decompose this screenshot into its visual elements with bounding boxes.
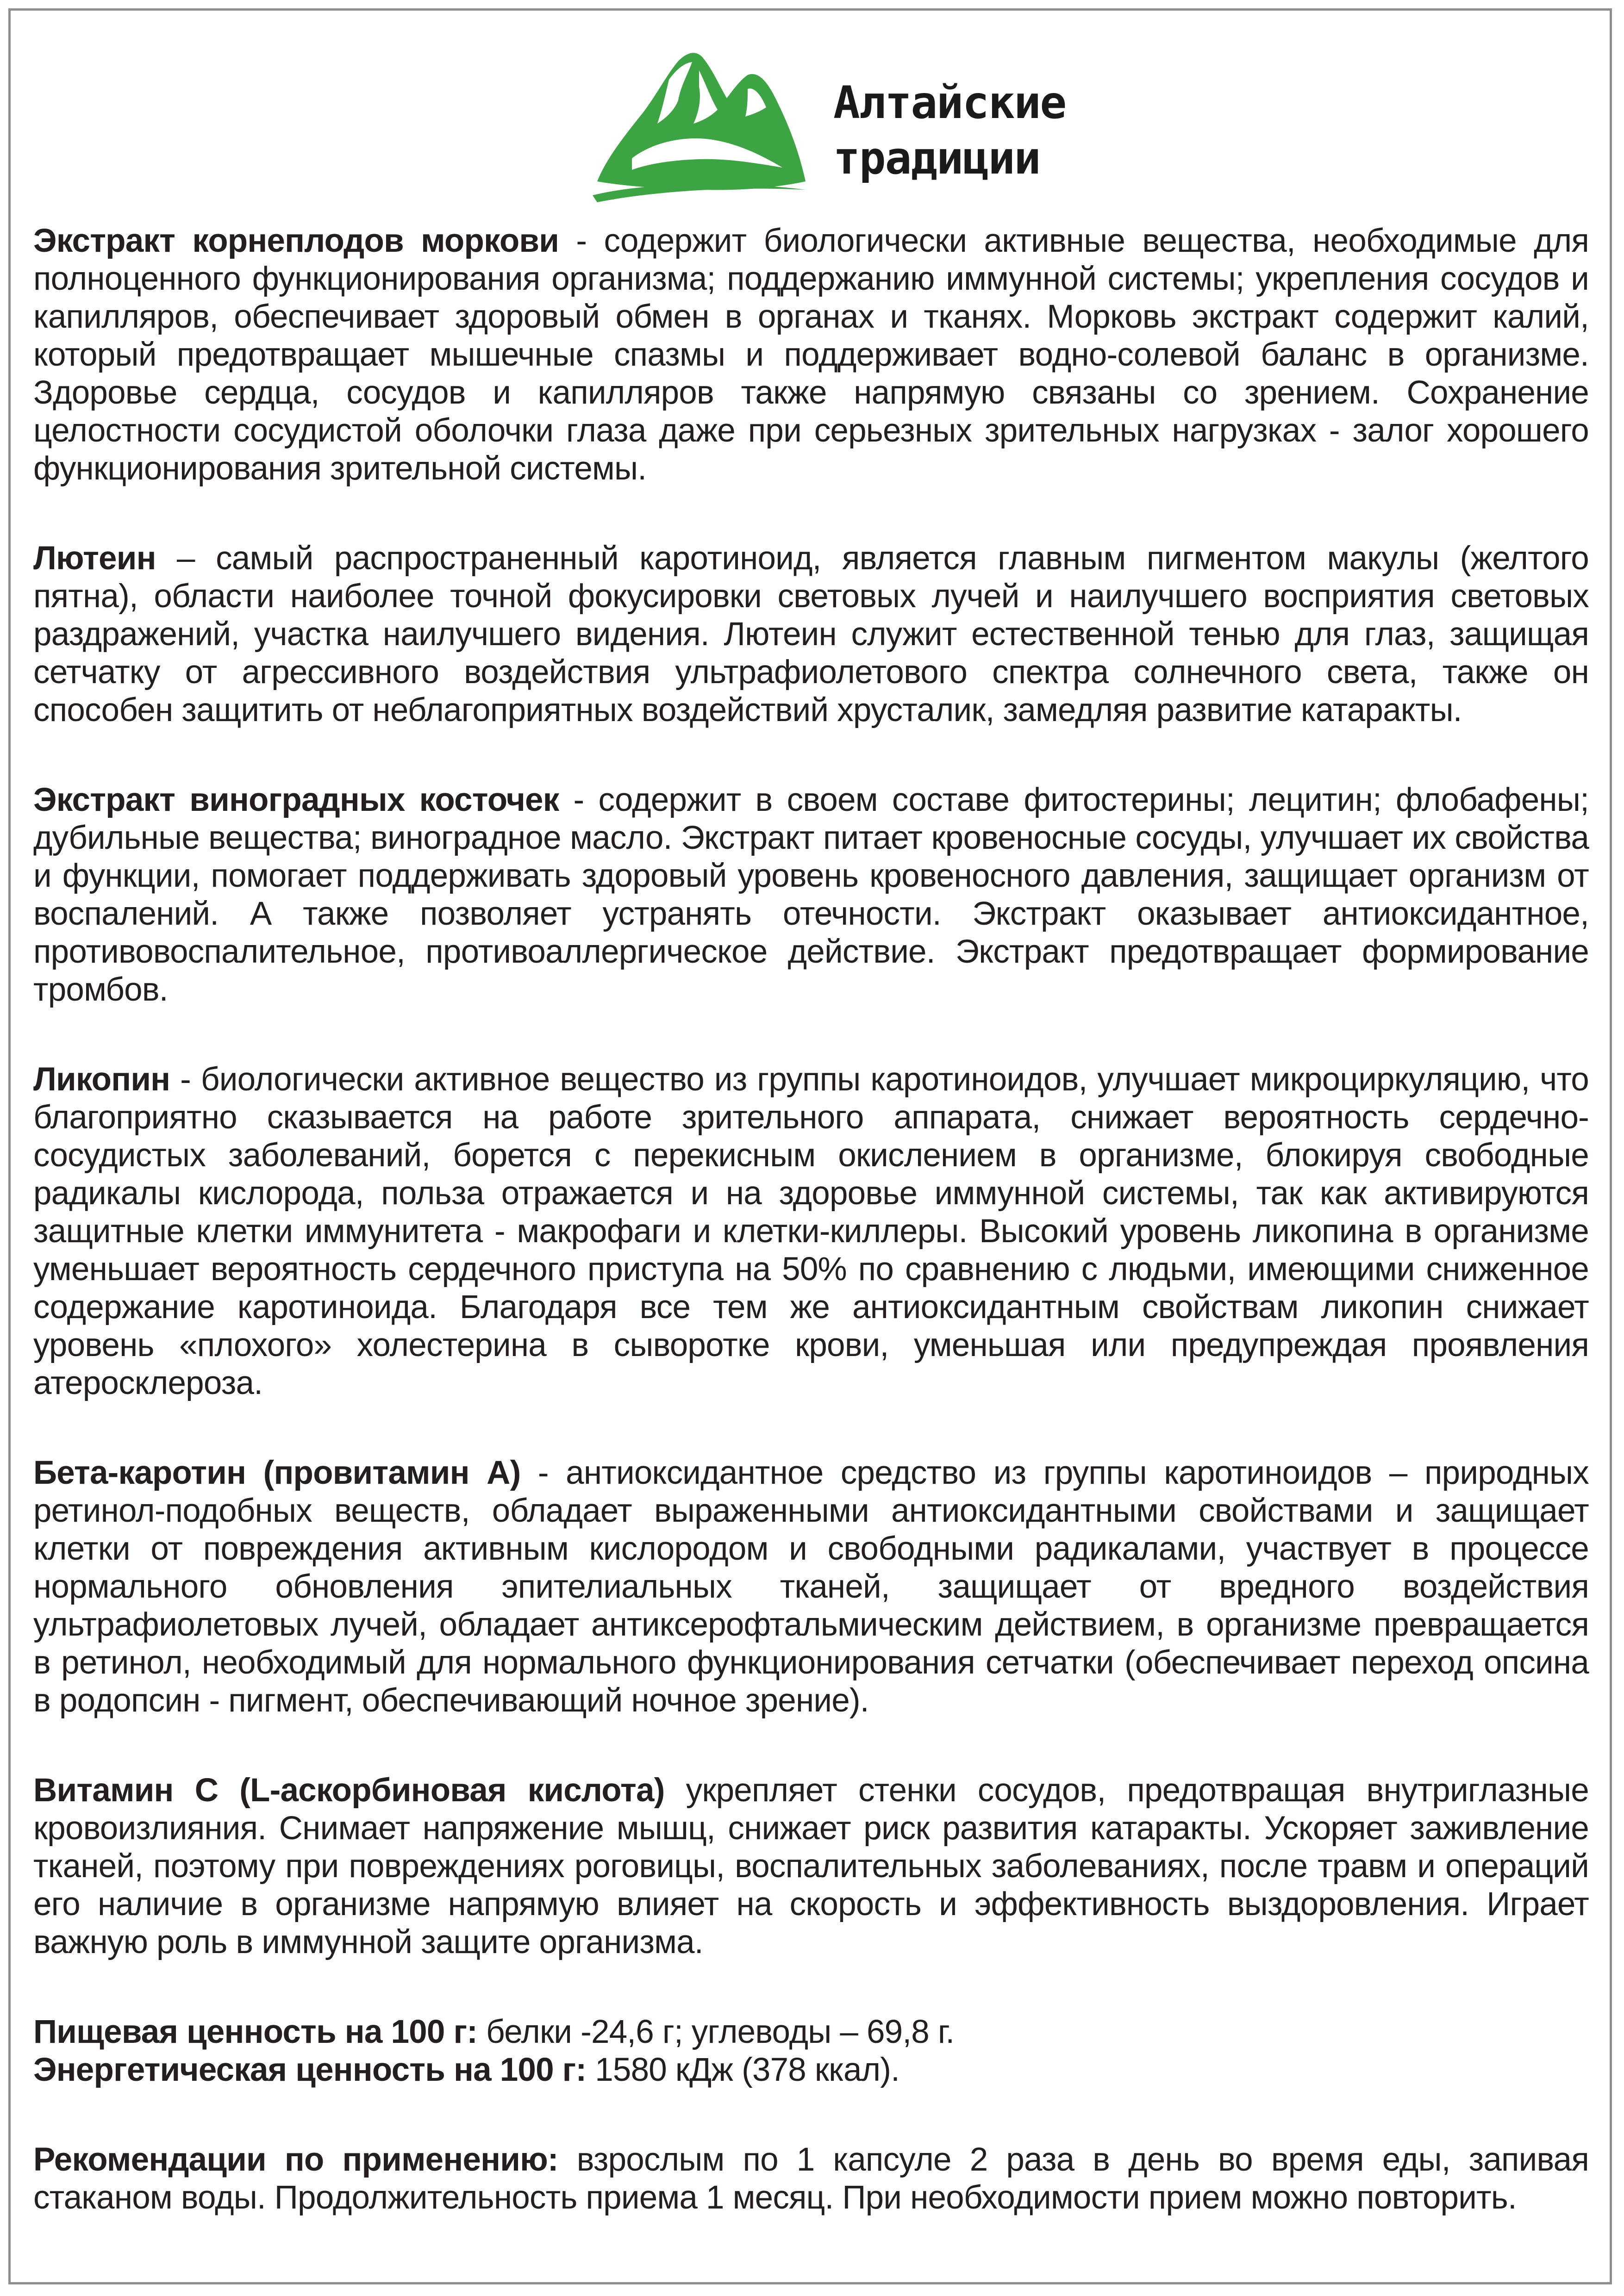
section-term: Лютеин — [33, 540, 156, 577]
section-term: Бета-каротин (провитамин А) — [33, 1455, 521, 1491]
usage-term: Рекомендации по применению: — [33, 2141, 558, 2178]
section-grape-seed — [33, 781, 1589, 1009]
nutrition-text: белки -24,6 г; углеводы – 69,8 г. — [477, 2014, 955, 2050]
section-term: Экстракт корнеплодов моркови — [33, 223, 559, 259]
brand-name-line1: Алтайские — [833, 77, 1066, 129]
brand-name-line2: традиции — [833, 132, 1040, 184]
section-vitamin-c — [33, 1772, 1589, 1961]
section-term: Витамин С (L-аскорбиновая кислота) — [33, 1772, 665, 1809]
nutrition-term: Пищевая ценность на 100 г: — [33, 2014, 478, 2050]
section-carrot — [33, 222, 1589, 488]
section-text: - антиоксидантное средство из группы каротиноидов – природных ретинол-подобных веществ, обладает выраженными антиоксидантными свойствами и защищает клетки от повреждения активным кислородом и свободными радикалами, участвует в процессе нормального обновления эпителиальных тканей, защищает от вредного воздействия ультрафиолетовых лучей, обладает антиксерофтальмическим действием, в организме превращается в ретинол, необходимый для нормального функционирования сетчатки (обеспечивает переход опсина в родопсин - пигмент, обеспечивающий ночное зрение). — [33, 1455, 1589, 1719]
mountain-logo-icon — [588, 43, 810, 209]
section-text: – самый распространенный каротиноид, является главным пигментом макулы (желтого пятна), области наиболее точной фокусировки световых лучей и наилучшего восприятия световых раздражений, участка наилучшего видения. Лютеин служит естественной тенью для глаз, защищая сетчатку от агрессивного воздействия ультрафиолетового спектра солнечного света, также он способен защитить от неблагоприятных воздействий хрусталик, замедляя развитие катаракты. — [33, 540, 1589, 728]
usage-text: взрослым по 1 капсуле 2 раза в день во время еды, запивая стаканом воды. Продолжительность приема 1 месяц. При необходимости прием можно повторить. — [33, 2141, 1589, 2216]
section-beta-carotene — [33, 1454, 1589, 1720]
nutrition-value — [33, 2013, 1589, 2051]
energy-text: 1580 кДж (378 ккал). — [586, 2052, 900, 2088]
brand-header — [588, 43, 1097, 218]
energy-value — [33, 2051, 1589, 2089]
section-text: укрепляет стенки сосудов, предотвращая внутриглазные кровоизлияния. Снимает напряжение мышц, снижает риск развития катаракты. Ускоряет заживление тканей, поэтому при повреждениях роговицы, воспалительных заболеваниях, после травм и операций его наличие в организме напрямую влияет на скорость и эффективность выздоровления. Играет важную роль в иммунной защите организма. — [33, 1772, 1589, 1960]
section-text: - биологически активное вещество из группы каротиноидов, улучшает микроциркуляцию, что благоприятно сказывается на работе зрительного аппарата, снижает вероятность сердечно-сосудистых заболеваний, борется с перекисным окислением в организме, блокируя свободные радикалы кислорода, польза отражается и на здоровье иммунной системы, так как активируются защитные клетки иммунитета - макрофаги и клетки-киллеры. Высокий уровень ликопина в организме уменьшает вероятность сердечного приступа на 50% по сравнению с людьми, имеющими сниженное содержание каротиноида. Благодаря все тем же антиоксидантным свойствам ликопин снижает уровень «плохого» холестерина в сыворотке крови, уменьшая или предупреждая проявления атеросклероза. — [33, 1061, 1589, 1401]
usage-recommendations — [33, 2141, 1589, 2217]
section-term: Ликопин — [33, 1061, 170, 1098]
brand-name — [833, 75, 1066, 186]
section-text: - содержит биологически активные вещества, необходимые для полноценного функционирования организма; поддержанию иммунной системы; укрепления сосудов и капилляров, обеспечивает здоровый обмен в органах и тканях. Морковь экстракт содержит калий, который предотвращает мышечные спазмы и поддерживает водно-солевой баланс в организме. Здоровье сердца, сосудов и капилляров также напрямую связаны со зрением. Сохранение целостности сосудистой оболочки глаза даже при серьезных зрительных нагрузках - залог хорошего функционирования зрительной системы. — [33, 223, 1589, 487]
section-lutein — [33, 540, 1589, 729]
section-term: Экстракт виноградных косточек — [33, 782, 559, 818]
section-text: - содержит в своем составе фитостерины; лецитин; флобафены; дубильные вещества; виноградное масло. Экстракт питает кровеносные сосуды, улучшает их свойства и функции, помогает поддерживать здоровый уровень кровеносного давления, защищает организм от воспалений. А также позволяет устранять отечности. Экстракт оказывает антиоксидантное, противовоспалительное, противоаллергическое действие. Экстракт предотвращает формирование тромбов. — [33, 782, 1589, 1008]
document-body — [33, 222, 1589, 2269]
energy-term: Энергетическая ценность на 100 г: — [33, 2052, 587, 2088]
section-lycopene — [33, 1061, 1589, 1402]
